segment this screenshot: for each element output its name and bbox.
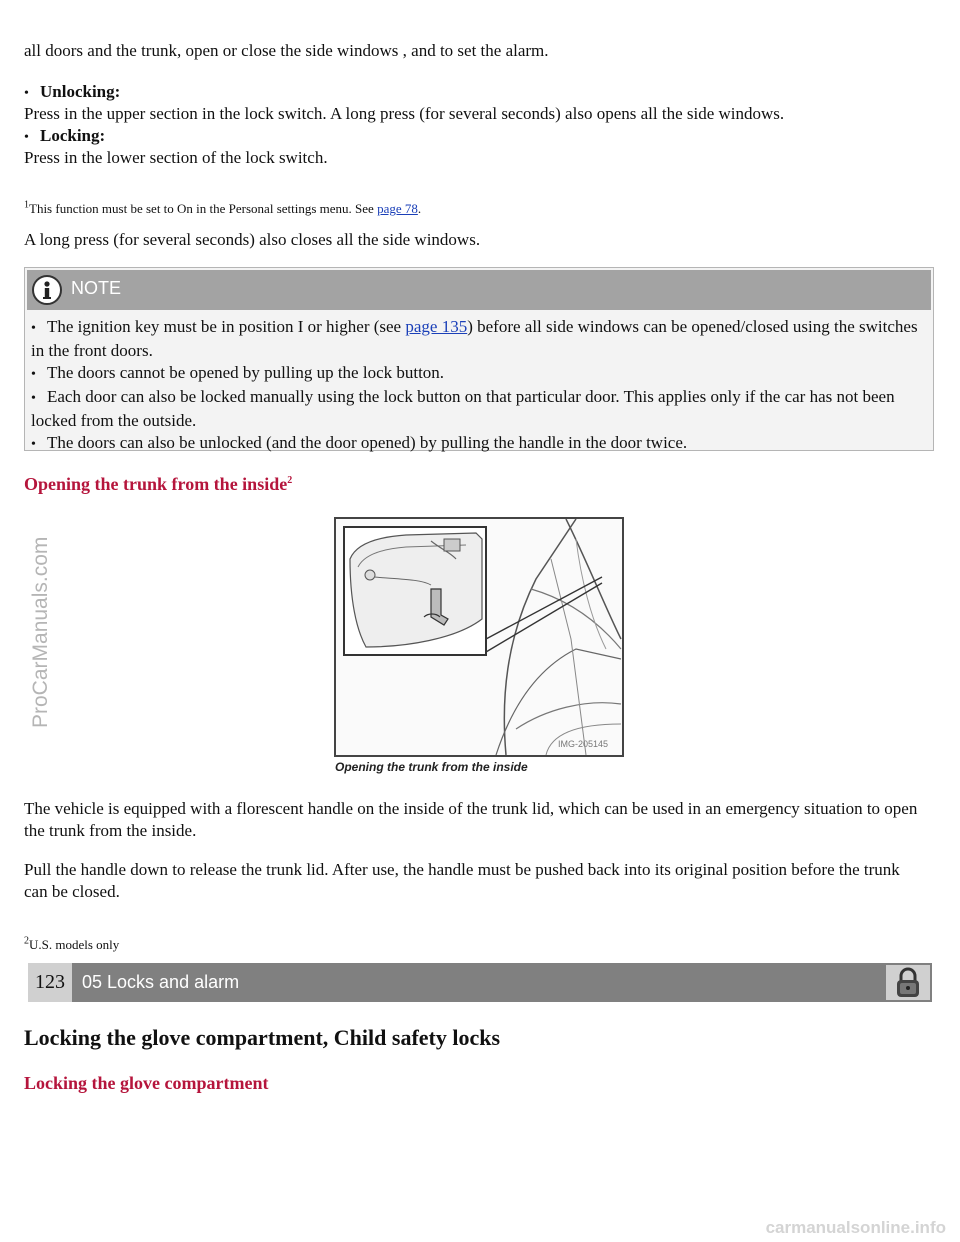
footnote-1 <box>24 201 421 217</box>
footnote-ref-2: 2 <box>287 475 293 486</box>
note-item-text: Each door can also be locked manually using the lock button on that particular door. This applies only if the car has not been locked from the outside. <box>31 387 895 430</box>
footnote-1-page-link[interactable]: page 78 <box>377 201 418 216</box>
bullet: • <box>31 391 36 406</box>
section-heading-trunk <box>24 474 292 495</box>
note-item-text: The doors can also be unlocked (and the door opened) by pulling the handle in the door twice. <box>47 433 688 452</box>
footnote-1-after: . <box>417 201 422 216</box>
bullet: • <box>31 367 36 382</box>
note-item <box>25 432 929 456</box>
page-number: 123 <box>28 963 72 1002</box>
locking-item <box>24 125 105 149</box>
note-box <box>24 267 934 451</box>
note-item <box>25 362 929 386</box>
footer-watermark: carmanualsonline.info <box>765 1218 946 1237</box>
side-watermark: ProCarManuals.com <box>29 536 52 728</box>
intro-text: all doors and the trunk, open or close the side windows , and to set the alarm. <box>24 41 549 60</box>
bullet: • <box>31 437 36 452</box>
note-item <box>25 386 929 432</box>
trunk-drawing <box>336 519 622 755</box>
bullet: • <box>24 86 29 101</box>
note-item-text: The doors cannot be opened by pulling up the lock button. <box>47 363 445 382</box>
note-page-link[interactable]: page 135 <box>405 317 468 336</box>
note-label: NOTE <box>71 278 122 298</box>
trunk-paragraph-2: Pull the handle down to release the trunk lid. After use, the handle must be pushed back into its original position before the trunk can be closed. <box>24 860 900 901</box>
footnote-1-number: 1 <box>24 199 29 211</box>
footnote-1-text: This function must be set to On in the Personal settings menu. See <box>29 201 378 216</box>
figure-caption: Opening the trunk from the inside <box>335 760 528 774</box>
trunk-illustration <box>334 517 624 757</box>
chapter-bar <box>28 963 932 1002</box>
unlocking-desc: Press in the upper section in the lock switch. A long press (for several seconds) also opens all the side windows. <box>24 104 785 123</box>
footnote-2 <box>24 937 119 953</box>
note-item <box>25 316 929 362</box>
locking-title: Locking: <box>40 126 106 145</box>
sub-heading-glove: Locking the glove compartment <box>24 1073 269 1093</box>
unlocking-title: Unlocking: <box>40 82 121 101</box>
note-item-text-after: ) before all side windows can be opened/closed using the switches in the front doors. <box>31 317 918 360</box>
section-heading-text: Opening the trunk from the inside <box>24 474 288 494</box>
info-icon <box>32 275 62 305</box>
bullet: • <box>24 130 29 145</box>
padlock-icon <box>886 965 930 1000</box>
note-header <box>27 270 931 310</box>
long-press-text: A long press (for several seconds) also closes all the side windows. <box>24 230 481 249</box>
figure-code: IMG-205145 <box>558 739 609 749</box>
main-heading: Locking the glove compartment, Child safety locks <box>24 1025 501 1050</box>
note-list <box>25 316 929 456</box>
unlocking-item <box>24 81 120 105</box>
trunk-paragraph-1: The vehicle is equipped with a florescent handle on the inside of the trunk lid, which can be used in an emergency situation to open the trunk from the inside. <box>24 799 918 840</box>
footnote-2-text: U.S. models only <box>29 937 120 952</box>
locking-desc: Press in the lower section of the lock switch. <box>24 148 328 167</box>
note-item-text: The ignition key must be in position I or higher (see <box>47 317 406 336</box>
chapter-title: 05 Locks and alarm <box>82 972 240 992</box>
footnote-2-number: 2 <box>24 935 29 947</box>
bullet: • <box>31 321 36 336</box>
